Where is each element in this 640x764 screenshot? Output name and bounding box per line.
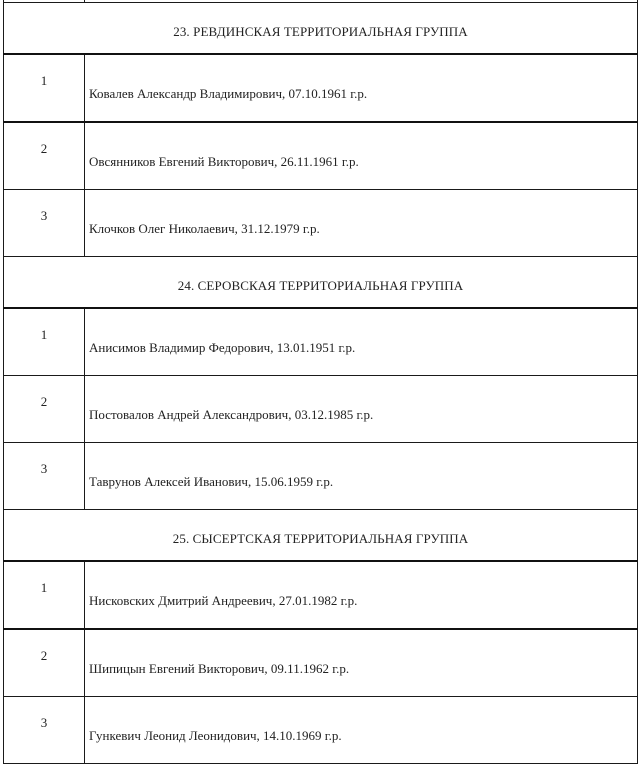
candidate-name: Клочков Олег Николаевич, 31.12.1979 г.р. <box>89 221 320 236</box>
row-number: 1 <box>40 580 48 595</box>
group-header-cell <box>4 510 638 562</box>
row-number: 3 <box>40 461 48 476</box>
group-header-row <box>4 3 638 55</box>
group-title: 24. СЕРОВСКАЯ ТЕРРИТОРИАЛЬНАЯ ГРУППА <box>177 278 464 293</box>
number-cell <box>4 54 85 122</box>
name-cell <box>85 122 638 190</box>
table-row <box>4 629 638 697</box>
number-cell <box>4 443 85 510</box>
candidate-name: Гункевич Леонид Леонидович, 14.10.1969 г.р. <box>89 728 342 743</box>
number-cell <box>4 376 85 443</box>
group-header-row <box>4 257 638 309</box>
row-number: 2 <box>40 394 48 409</box>
candidate-name: Нисковских Дмитрий Андреевич, 27.01.1982 г.р. <box>89 593 358 608</box>
table-row <box>4 561 638 629</box>
row-number: 1 <box>40 327 48 342</box>
group-title: 25. СЫСЕРТСКАЯ ТЕРРИТОРИАЛЬНАЯ ГРУППА <box>172 531 469 546</box>
group-header-row <box>4 510 638 562</box>
row-number: 2 <box>40 141 48 156</box>
number-cell <box>4 629 85 697</box>
candidate-name: Ковалев Александр Владимирович, 07.10.1961 г.р. <box>89 86 368 101</box>
table-row <box>4 54 638 122</box>
table-row <box>4 443 638 510</box>
number-cell <box>4 561 85 629</box>
group-header-cell <box>4 257 638 309</box>
candidate-name: Постовалов Андрей Александрович, 03.12.1985 г.р. <box>89 407 374 422</box>
row-number: 1 <box>40 73 48 88</box>
name-cell <box>85 629 638 697</box>
name-cell <box>85 443 638 510</box>
row-number: 3 <box>40 208 48 223</box>
name-cell <box>85 561 638 629</box>
number-cell <box>4 697 85 764</box>
candidate-name: Таврунов Алексей Иванович, 15.06.1959 г.р. <box>89 474 334 489</box>
name-cell <box>85 308 638 376</box>
row-number: 2 <box>40 648 48 663</box>
group-header-cell <box>4 3 638 55</box>
row-number: 3 <box>40 715 48 730</box>
name-cell <box>85 190 638 257</box>
candidates-table <box>3 0 638 764</box>
number-cell <box>4 308 85 376</box>
name-cell <box>85 54 638 122</box>
number-cell <box>4 190 85 257</box>
name-cell <box>85 697 638 764</box>
table-row <box>4 697 638 764</box>
table-row <box>4 190 638 257</box>
table-row <box>4 376 638 443</box>
group-title: 23. РЕВДИНСКАЯ ТЕРРИТОРИАЛЬНАЯ ГРУППА <box>173 24 468 39</box>
number-cell <box>4 122 85 190</box>
candidate-name: Анисимов Владимир Федорович, 13.01.1951 г.р. <box>89 340 356 355</box>
candidate-name: Овсянников Евгений Викторович, 26.11.1961 г.р. <box>89 154 359 169</box>
table-row <box>4 122 638 190</box>
table-row <box>4 308 638 376</box>
name-cell <box>85 376 638 443</box>
candidate-name: Шипицын Евгений Викторович, 09.11.1962 г.р. <box>89 661 350 676</box>
